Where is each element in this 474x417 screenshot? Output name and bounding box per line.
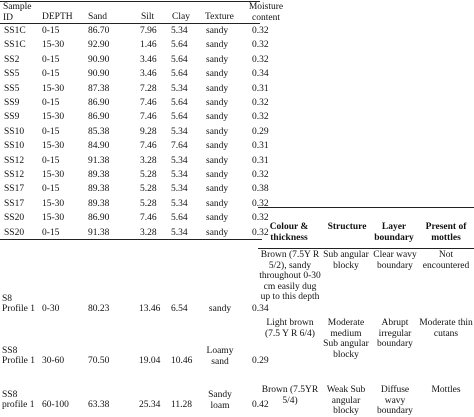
cell-depth: 15-30 (42, 170, 65, 180)
header-structure: Structure (327, 222, 367, 232)
cell-clay: 5.34 (171, 155, 188, 166)
cell-sand: 89.38 (88, 198, 110, 209)
cell-sand: 89.38 (88, 170, 110, 180)
cell-sand: 92.90 (88, 40, 110, 51)
cell-silt: 7.46 (140, 141, 157, 152)
cell-clay: 5.34 (171, 26, 188, 36)
cell-sand: 80.23 (88, 304, 110, 314)
cell-depth: 15-30 (42, 198, 65, 209)
cell-depth: 0-15 (42, 54, 60, 65)
cell-depth: 0-15 (42, 227, 60, 238)
cell-texture: sandy (206, 126, 229, 137)
cell-silt: 3.28 (140, 155, 157, 166)
cell-layer-boundary: Clear wavy boundary (373, 250, 417, 271)
header-layer-boundary: Layer boundary (374, 222, 414, 243)
cell-texture: sandy (206, 184, 229, 195)
cell-colour-thickness: Light brown (7.5 Y R 6/4) (265, 318, 315, 339)
cell-moisture: 0.42 (252, 400, 269, 410)
cell-moisture: 0.32 (252, 26, 269, 36)
cell-sand: 89.38 (88, 184, 110, 195)
cell-sample-id-line2: profile 1 (2, 400, 35, 410)
cell-moisture: 0.32 (252, 112, 269, 123)
header-clay: Clay (172, 12, 190, 22)
cell-sample-id-line2: Profile 1 (2, 304, 35, 314)
header-silt: Silt (141, 12, 155, 22)
cell-clay: 5.64 (171, 40, 188, 51)
cell-sand: 91.38 (88, 227, 110, 238)
cell-texture: sandy (206, 227, 229, 238)
cell-sand: 86.90 (88, 213, 110, 224)
cell-clay: 6.54 (171, 304, 188, 314)
cell-structure: Moderate medium Sub angular blocky (323, 318, 369, 360)
cell-moisture: 0.32 (252, 40, 269, 51)
cell-clay: 5.64 (171, 213, 188, 224)
cell-sample-id: SS20 (4, 227, 25, 238)
top-bottom-rule (0, 239, 262, 240)
cell-moisture: 0.29 (252, 126, 269, 137)
cell-sand: 85.38 (88, 126, 110, 137)
cell-depth: 0-15 (42, 98, 60, 108)
cell-clay: 7.64 (171, 141, 188, 152)
cell-depth: 0-30 (42, 304, 60, 314)
cell-layer-boundary: Abrupt irregular boundary (377, 318, 413, 349)
cell-depth: 0-15 (42, 126, 60, 137)
header-moisture: Moisture content (248, 2, 284, 23)
cell-moisture: 0.29 (252, 356, 269, 366)
cell-structure: Sub angular blocky (323, 250, 369, 271)
cell-depth: 15-30 (42, 83, 65, 94)
cell-silt: 7.46 (140, 213, 157, 224)
cell-clay: 5.64 (171, 54, 188, 65)
cell-depth: 15-30 (42, 40, 65, 51)
cell-clay: 5.64 (171, 98, 188, 108)
cell-clay: 11.28 (171, 400, 193, 410)
cell-silt: 5.28 (140, 170, 157, 180)
cell-present-of-mottles: Moderate thin cutans (419, 318, 473, 339)
cell-texture: sandy (206, 54, 229, 65)
cell-sand: 86.70 (88, 26, 110, 36)
cell-moisture: 0.32 (252, 98, 269, 108)
cell-moisture: 0.32 (252, 170, 269, 180)
top-rule (0, 1, 260, 2)
cell-clay: 5.34 (171, 170, 188, 180)
cell-moisture: 0.32 (252, 213, 269, 224)
cell-silt: 5.28 (140, 198, 157, 209)
cell-sand: 63.38 (88, 400, 110, 410)
header-present-of-mottles: Present of mottles (425, 222, 467, 243)
cell-sand: 84.90 (88, 141, 110, 152)
cell-sand: 87.38 (88, 83, 110, 94)
cell-silt: 19.04 (139, 356, 161, 366)
cell-silt: 3.46 (140, 69, 157, 80)
cell-moisture: 0.31 (252, 141, 269, 152)
cell-colour-thickness: Brown (7.5YR 5/4) (261, 385, 319, 406)
profile-top-rule (258, 207, 474, 208)
cell-silt: 9.28 (140, 126, 157, 137)
cell-moisture: 0.32 (252, 227, 269, 238)
cell-silt: 5.28 (140, 184, 157, 195)
cell-texture: Sandy loam (208, 390, 232, 411)
cell-texture: sandy (206, 69, 229, 80)
cell-sand: 70.50 (88, 356, 110, 366)
cell-sample-id: SS5 (4, 69, 20, 80)
header-sample-id: Sample ID (3, 2, 32, 23)
cell-depth: 0-15 (42, 155, 60, 166)
cell-clay: 5.34 (171, 126, 188, 137)
cell-silt: 7.46 (140, 112, 157, 123)
header-sand: Sand (88, 12, 107, 22)
cell-depth: 0-15 (42, 69, 60, 80)
cell-sample-id: SS17 (4, 184, 25, 195)
cell-clay: 5.34 (171, 184, 188, 195)
cell-texture: sandy (206, 213, 229, 224)
cell-structure: Weak Sub angular blocky (326, 385, 366, 416)
cell-moisture: 0.38 (252, 184, 269, 195)
cell-moisture: 0.31 (252, 83, 269, 94)
cell-present-of-mottles: Not encountered (422, 250, 470, 271)
cell-sand: 91.38 (88, 155, 110, 166)
cell-sample-id: SS10 (4, 141, 25, 152)
cell-layer-boundary: Diffuse wavy boundary (377, 385, 413, 416)
cell-clay: 5.64 (171, 69, 188, 80)
cell-clay: 5.64 (171, 112, 188, 123)
cell-sample-id: SS1C (4, 40, 26, 51)
cell-sample-id: SS12 (4, 170, 25, 180)
cell-depth: 15-30 (42, 112, 65, 123)
cell-depth: 15-30 (42, 213, 65, 224)
cell-sample-id-line1: S8 (2, 294, 13, 304)
cell-colour-thickness: Brown (7.5Y R 5/2), sandy throughout 0-30 cm easily dug up to this depth (259, 250, 321, 302)
cell-depth: 0-15 (42, 26, 60, 36)
cell-sand: 86.90 (88, 98, 110, 108)
cell-sand: 86.90 (88, 112, 110, 123)
cell-texture: sandy (206, 141, 229, 152)
cell-sample-id-line2: Profile 1 (2, 356, 35, 366)
cell-texture: sandy (206, 98, 229, 108)
cell-clay: 5.34 (171, 83, 188, 94)
cell-texture: sandy (206, 170, 229, 180)
cell-clay: 5.34 (171, 227, 188, 238)
cell-clay: 10.46 (171, 356, 193, 366)
cell-sample-id: SS1C (4, 26, 26, 36)
cell-silt: 13.46 (139, 304, 161, 314)
cell-moisture: 0.34 (252, 69, 269, 80)
cell-depth: 15-30 (42, 141, 65, 152)
cell-sand: 90.90 (88, 54, 110, 65)
cell-silt: 7.96 (140, 26, 157, 36)
cell-silt: 7.46 (140, 98, 157, 108)
cell-sample-id: SS9 (4, 98, 20, 108)
cell-sample-id: SS17 (4, 198, 25, 209)
cell-sample-id: SS5 (4, 83, 20, 94)
cell-texture: Loamy sand (206, 346, 234, 367)
header-texture: Texture (205, 12, 234, 22)
cell-moisture: 0.32 (252, 54, 269, 65)
cell-present-of-mottles: Mottles (431, 385, 461, 395)
cell-silt: 7.28 (140, 83, 157, 94)
profile-header-rule (258, 248, 474, 249)
cell-sample-id: SS9 (4, 112, 20, 123)
cell-sample-id-line1: SS8 (2, 390, 18, 400)
cell-silt: 3.28 (140, 227, 157, 238)
cell-texture: sandy (206, 83, 229, 94)
cell-texture: sandy (208, 304, 232, 314)
cell-silt: 3.46 (140, 54, 157, 65)
cell-sample-id: SS10 (4, 126, 25, 137)
header-depth: DEPTH (42, 12, 73, 22)
cell-sand: 90.90 (88, 69, 110, 80)
cell-depth: 0-15 (42, 184, 60, 195)
cell-sample-id-line1: SS8 (2, 346, 18, 356)
cell-texture: sandy (206, 198, 229, 209)
cell-moisture: 0.34 (252, 304, 269, 314)
cell-clay: 5.34 (171, 198, 188, 209)
cell-moisture: 0.32 (252, 198, 269, 209)
cell-texture: sandy (206, 26, 229, 36)
cell-depth: 60-100 (42, 400, 69, 410)
cell-texture: sandy (206, 112, 229, 123)
cell-texture: sandy (206, 155, 229, 166)
cell-silt: 1.46 (140, 40, 157, 51)
cell-silt: 25.34 (139, 400, 161, 410)
cell-sample-id: SS2 (4, 54, 20, 65)
cell-texture: sandy (206, 40, 229, 51)
cell-sample-id: SS20 (4, 213, 25, 224)
cell-moisture: 0.31 (252, 155, 269, 166)
cell-sample-id: SS12 (4, 155, 25, 166)
cell-depth: 30-60 (42, 356, 65, 366)
header-rule (0, 23, 260, 24)
header-colour-thickness: Colour & thickness (269, 222, 309, 243)
